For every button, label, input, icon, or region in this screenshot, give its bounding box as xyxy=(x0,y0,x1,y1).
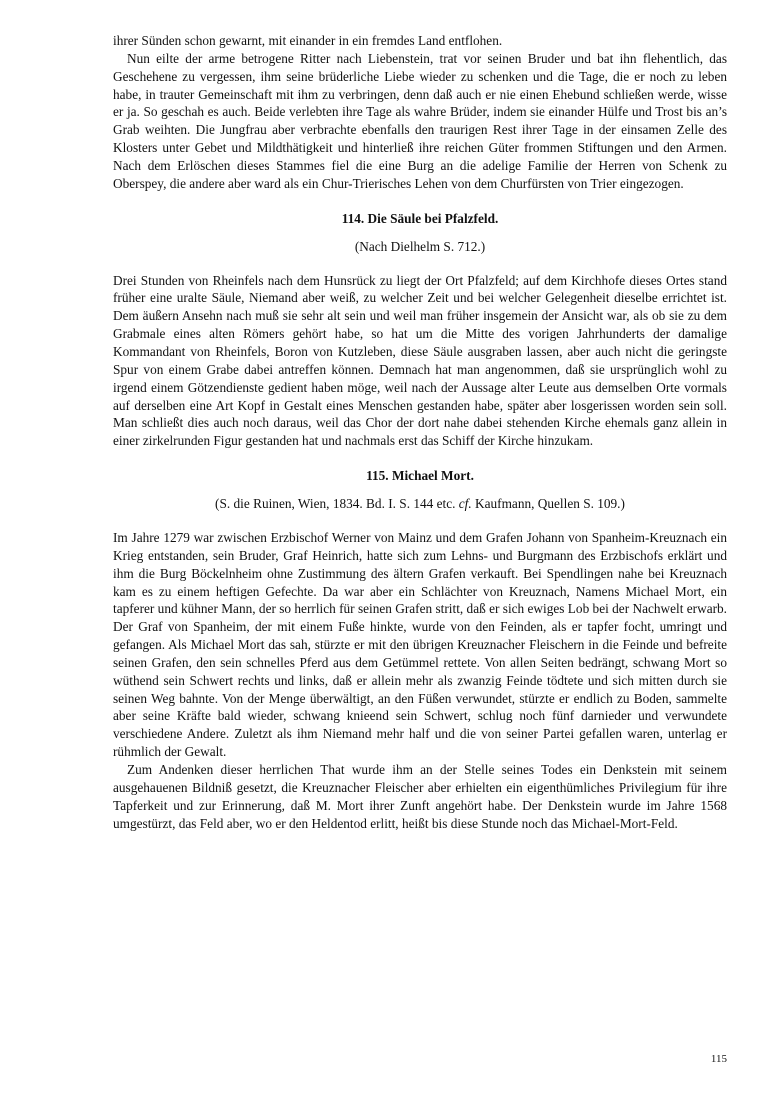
page-number: 115 xyxy=(710,1053,727,1065)
section-title-114: 114. Die Säule bei Pfalzfeld. xyxy=(341,210,499,226)
source-text-after: Kaufmann, Quellen S. 109.) xyxy=(471,496,625,512)
section-source-114: (Nach Dielhelm S. 712.) xyxy=(354,238,486,254)
section-title-115: 115. Michael Mort. xyxy=(366,468,474,484)
source-text-italic: cf. xyxy=(458,496,472,512)
paragraph-continuation: ihrer Sünden schon gewarnt, mit einander in ein fremdes Land entflohen. xyxy=(113,33,503,48)
paragraph-liebenstein: Nun eilte der arme betrogene Ritter nach Liebenstein, trat vor seinen Bruder und bat ihn flehentlich, das Geschehene zu vergessen, ihm seine brüderliche Liebe wieder zu schenken und die Tage, die er noch zu leben habe, in trauter Gemeinschaft mit ihm zu verbringen, denn daß auch er nie einen Ehebund schließen werde, wisse er ja. So geschah es auch. Beide verlebten ihre Tage als wahre Brüder, indem sie einander Hülfe und Trost bis an’s Grab weihten. Die Jungfrau aber verbrachte ebenfalls den traurigen Rest ihrer Tage in der einsamen Zelle des Klosters unter Gebet und Mildthätigkeit und hinterließ ihre reichen Güter frommen Stiftungen und den Armen. Nach dem Erlöschen dieses Stammes fiel die eine Burg an die adelige Familie der Herren von Schenk zu Oberspey, die andere aber ward als ein Chur-Trierisches Lehen von dem Churfürsten von Trier eingezogen. xyxy=(113,50,727,191)
source-text-before: (S. die Ruinen, Wien, 1834. Bd. I. S. 144 etc. xyxy=(215,496,459,512)
paragraph-pfalzfeld: Drei Stunden von Rheinfels nach dem Hunsrück zu liegt der Ort Pfalzfeld; auf dem Kirchhofe dieses Ortes stand früher eine uralte Säule, Niemand aber weiß, zu welcher Zeit und bei welcher Gelegenheit dieselbe errichtet ist. Dem äußern Ansehn nach muß sie sehr alt sein und weil man früher insgemein der Ansicht war, als ob sie zu dem Grabmale eines alten Römers gehört habe, so hat um die Mitte des vorigen Jahrhunderts der damalige Kommandant von Rheinfels, Boron von Kutzleben, diese Säule ausgraben lassen, aber auch nicht die geringste Spur von einem Grabe dabei antreffen können. Demnach hat man angenommen, daß sie ursprünglich wohl zu irgend einem Götzendienste gedient haben möge, weil nach der Aussage alter Leute aus demselben Orte vormals auf derselben eine Art Kopf in Gestalt eines Menschen gestanden habe, später aber losgerissen worden sein soll. Man schließt dies auch noch daraus, weil das Chor der dort nahe dabei stehenden Kirche ehemals ganz allein in einer zirkelrunden Figur gestanden hat und nachmals erst das Schiff der Kirche hinzukam. xyxy=(113,272,727,449)
paragraph-michael-mort: Im Jahre 1279 war zwischen Erzbischof Werner von Mainz und dem Grafen Johann von Spanheim-Kreuznach ein Krieg entstanden, sein Bruder, Graf Heinrich, hatte sich zum Lehns- und Burgmann des Erzbischofs erklärt und ihm die Burg Böckelnheim ohne Zustimmung des ältern Grafen verkauft. Bei Spendlingen nahe bei Kreuznach kam es zu einem heftigen Gefechte. Da war aber ein Schlächter von Kreuznach, Namens Michael Mort, ein tapferer und kühner Mann, der so herrlich für seinen Grafen stritt, daß er sich ewiges Lob bei der Nachwelt erwarb. Der Graf von Spanheim, der mit einem Fuße hinkte, wurde von den Feinden, als er tapfer focht, umringt und gefangen. Als Michael Mort das sah, stürzte er mit den übrigen Kreuznacher Fleischern in die Feinde und befreite seinen Grafen, den sein schnelles Pferd aus dem Getümmel rettete. Von allen Seiten bedrängt, schwang Mort so wüthend sein Schwert rechts und links, daß er allein mehr als zwanzig Feinde tödtete und sich mitten durch sie seinen Weg bahnte. Von der Menge überwältigt, an den Füßen verwundet, stürzte er endlich zu Boden, sammelte aber seine Kräfte bald wieder, schwang knieend sein Schwert, schlug noch fünf darnieder und verwundete verschiedene Andere. Zuletzt als ihm Niemand mehr half und die von seiner Partei gefallen waren, unterlag er rühmlich der Gewalt. xyxy=(113,530,727,760)
text-column xyxy=(113,32,727,832)
section-source-115 xyxy=(113,495,727,513)
paragraph-denkstein: Zum Andenken dieser herrlichen That wurde ihm an der Stelle seines Todes ein Denkstein mit seinem ausgehauenen Bildniß gesetzt, die Kreuznacher Fleischer aber erhielten ein eigenthümliches Privilegium für ihre Tapferkeit und zur Erinnerung, daß M. Mort ihrer Zunft angehört habe. Der Denkstein wurde im Jahre 1568 umgestürzt, das Feld aber, wo er den Heldentod erlitt, heißt bis diese Stunde noch das Michael-Mort-Feld. xyxy=(113,762,727,831)
